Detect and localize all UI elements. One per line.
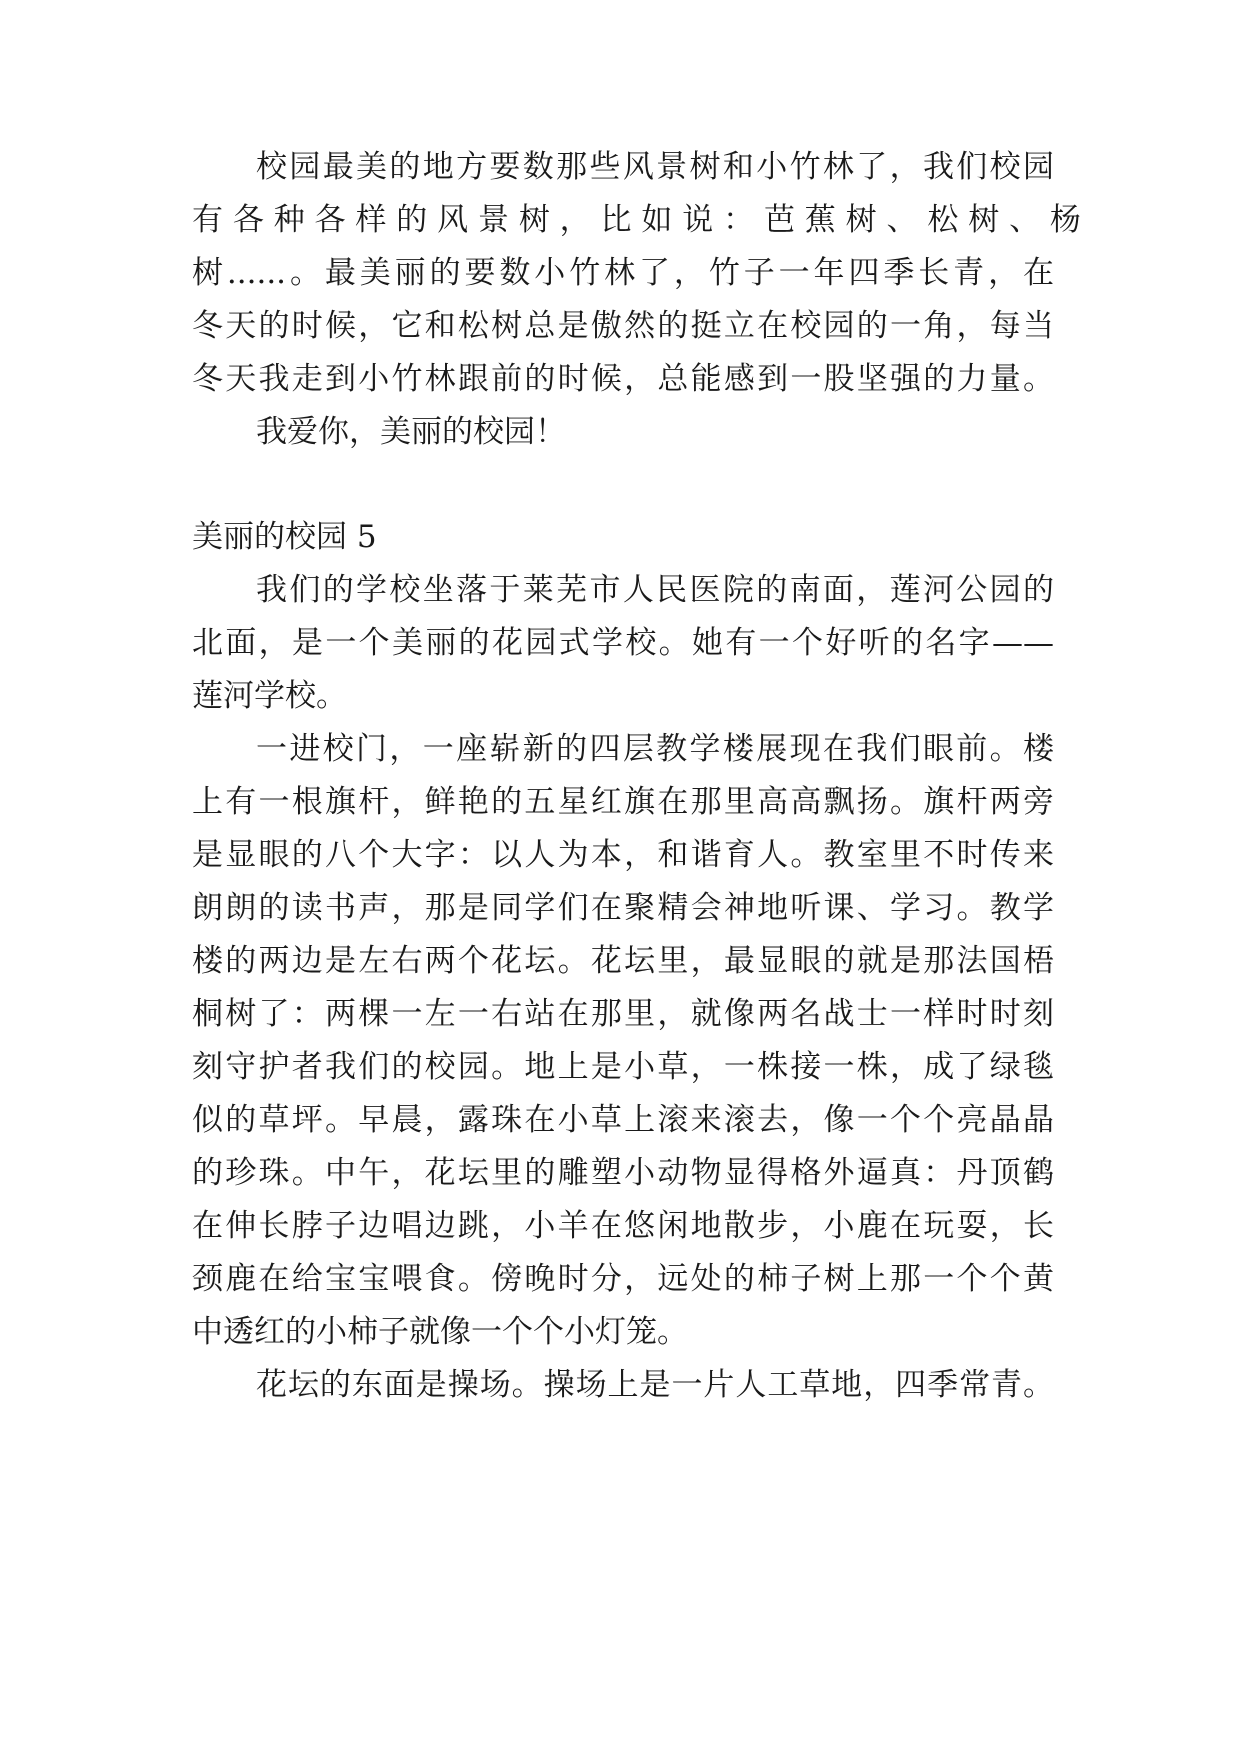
text-line: 树......。最美丽的要数小竹林了，竹子一年四季长青，在: [192, 255, 1054, 291]
text-line: 在伸长脖子边唱边跳，小羊在悠闲地散步，小鹿在玩耍，长: [192, 1208, 1054, 1244]
text-line: 冬天我走到小竹林跟前的时候，总能感到一股坚强的力量。: [192, 361, 1054, 397]
text-line: 是显眼的八个大字：以人为本，和谐育人。教室里不时传来: [192, 837, 1054, 873]
text-line: 朗朗的读书声，那是同学们在聚精会神地听课、学习。教学: [192, 890, 1054, 926]
text-line: 似的草坪。早晨，露珠在小草上滚来滚去，像一个个亮晶晶: [192, 1102, 1054, 1138]
text-line: 楼的两边是左右两个花坛。花坛里，最显眼的就是那法国梧: [192, 943, 1054, 979]
text-line: 花坛的东面是操场。操场上是一片人工草地，四季常青。: [256, 1367, 1054, 1403]
text-line: 莲河学校。: [192, 678, 347, 714]
text-line: 桐树了：两棵一左一右站在那里，就像两名战士一样时时刻: [192, 996, 1054, 1032]
text-line: 一进校门，一座崭新的四层教学楼展现在我们眼前。楼: [256, 731, 1054, 767]
text-line: 我爱你，美丽的校园！: [256, 414, 566, 450]
text-line: 我们的学校坐落于莱芜市人民医院的南面，莲河公园的: [256, 572, 1054, 608]
section-heading: 美丽的校园 5: [192, 519, 377, 555]
text-line: 冬天的时候，它和松树总是傲然的挺立在校园的一角，每当: [192, 308, 1054, 344]
text-line: 上有一根旗杆，鲜艳的五星红旗在那里高高飘扬。旗杆两旁: [192, 784, 1054, 820]
text-line: 中透红的小柿子就像一个个小灯笼。: [192, 1314, 688, 1350]
text-line: 有 各 种 各 样 的 风 景 树 ， 比 如 说 ： 芭 蕉 树 、 松 树 、 杨: [192, 202, 1081, 238]
text-line: 刻守护者我们的校园。地上是小草，一株接一株，成了绿毯: [192, 1049, 1054, 1085]
text-line: 颈鹿在给宝宝喂食。傍晚时分，远处的柿子树上那一个个黄: [192, 1261, 1054, 1297]
text-line: 北面，是一个美丽的花园式学校。她有一个好听的名字——: [192, 625, 1054, 661]
text-line: 的珍珠。中午，花坛里的雕塑小动物显得格外逼真：丹顶鹤: [192, 1155, 1054, 1191]
text-line: 校园最美的地方要数那些风景树和小竹林了，我们校园: [256, 149, 1054, 185]
